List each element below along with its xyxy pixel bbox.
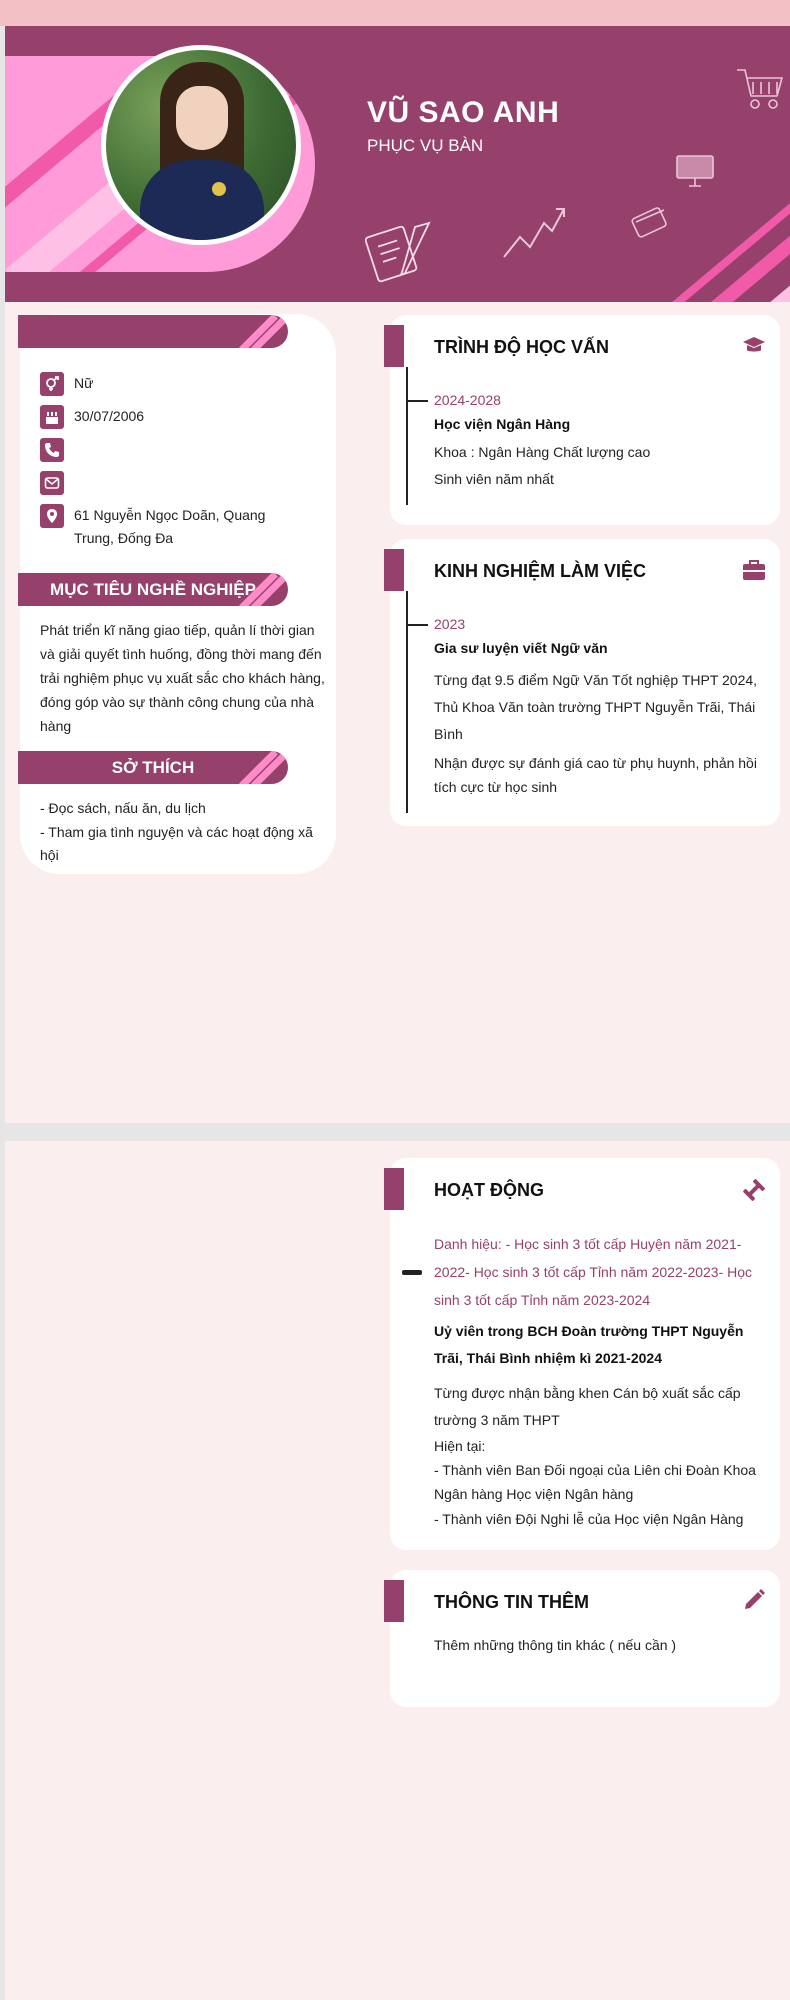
experience-line: Từng đạt 9.5 điểm Ngữ Văn Tốt nghiệp THPT 2024, Thủ Khoa Văn toàn trường THPT Nguyễn Trãi, Thái Bình <box>434 672 758 742</box>
experience-title: KINH NGHIỆM LÀM VIỆC <box>434 561 647 581</box>
hobby-item: - Đọc sách, nấu ăn, du lịch <box>40 800 206 816</box>
header <box>5 26 790 302</box>
pencil-icon <box>742 1588 766 1617</box>
hobby-item: - Tham gia tình nguyện và các hoạt động xã hội <box>40 824 313 863</box>
education-school: Học viện Ngân Hàng <box>434 416 571 432</box>
dumbbell-icon <box>742 1178 766 1207</box>
graduation-cap-icon <box>742 335 766 360</box>
activities-line: - Thành viên Đội Nghi lễ của Học viện Ngân Hàng <box>434 1511 744 1527</box>
experience-card <box>390 539 780 826</box>
avatar <box>101 45 301 245</box>
contact-phone <box>40 438 304 462</box>
activities-line: Hiện tại: <box>434 1438 486 1454</box>
activities-title: HOẠT ĐỘNG <box>434 1180 544 1200</box>
experience-line: Nhận được sự đánh giá cao từ phụ huynh, phản hồi tích cực từ học sinh <box>434 755 757 795</box>
profile-name: VŨ SAO ANH <box>367 96 560 129</box>
education-title: TRÌNH ĐỘ HỌC VẤN <box>434 337 609 357</box>
phone-icon <box>40 438 64 462</box>
extra-text: Thêm những thông tin khác ( nếu cần ) <box>434 1637 677 1653</box>
objective-text: Phát triển kĩ năng giao tiếp, quản lí thời gian và giải quyết tình huống, đồng thời mang đến trải nghiệm phục vụ xuất sắc cho khách hàng, đóng góp vào sự thành công chung của nhà hàng <box>40 622 325 734</box>
activities-line: Từng được nhận bằng khen Cán bộ xuất sắc cấp trường 3 năm THPT <box>434 1385 741 1428</box>
activities-position: Uỷ viên trong BCH Đoàn trường THPT Nguyễn Trãi, Thái Bình nhiệm kì 2021-2024 <box>434 1323 744 1366</box>
contact-gender: Nữ <box>40 372 304 396</box>
chart-arrow-icon <box>500 201 570 261</box>
monitor-icon <box>675 154 715 190</box>
location-pin-icon <box>40 504 64 528</box>
objective-title: MỤC TIÊU NGHỀ NGHIỆP <box>50 580 256 599</box>
profile-role: PHỤC VỤ BÀN <box>367 136 484 155</box>
birthday-cake-icon <box>40 405 64 429</box>
objective-banner <box>18 573 288 606</box>
avatar-photo <box>106 50 296 240</box>
contact-email <box>40 471 304 495</box>
experience-position: Gia sư luyện viết Ngữ văn <box>434 640 608 656</box>
education-line: Sinh viên năm nhất <box>434 471 554 487</box>
hobbies-title: SỞ THÍCH <box>111 758 195 777</box>
briefcase-icon <box>742 559 766 586</box>
gender-icon <box>40 372 64 396</box>
activities-card <box>390 1158 780 1550</box>
activities-awards: Danh hiệu: - Học sinh 3 tốt cấp Huyện năm 2021-2022- Học sinh 3 tốt cấp Tỉnh năm 2022-2023- Học sinh 3 tốt cấp Tỉnh năm 2023-2024 <box>434 1236 753 1308</box>
education-line: Khoa : Ngân Hàng Chất lượng cao <box>434 444 651 460</box>
extra-title: THÔNG TIN THÊM <box>434 1592 589 1612</box>
education-date: 2024-2028 <box>434 392 501 408</box>
contact-address: 61 Nguyễn Ngọc Doãn, Quang Trung, Đống Đa <box>40 504 304 550</box>
cv-page-2 <box>5 1141 790 2000</box>
credit-card-icon <box>630 206 670 240</box>
contact-birthday: 30/07/2006 <box>40 405 304 429</box>
top-strip <box>0 0 790 26</box>
experience-date: 2023 <box>434 616 466 632</box>
hobbies-banner <box>18 751 288 784</box>
cv-page-1 <box>5 26 790 1123</box>
extra-info-card <box>390 1570 780 1707</box>
contact-banner <box>18 315 288 348</box>
email-icon <box>40 471 64 495</box>
shopping-cart-icon <box>735 66 785 112</box>
education-card <box>390 315 780 525</box>
activities-line: - Thành viên Ban Đối ngoại của Liên chi Đoàn Khoa Ngân hàng Học viện Ngân hàng <box>434 1462 756 1502</box>
clipboard-icon <box>365 221 435 283</box>
